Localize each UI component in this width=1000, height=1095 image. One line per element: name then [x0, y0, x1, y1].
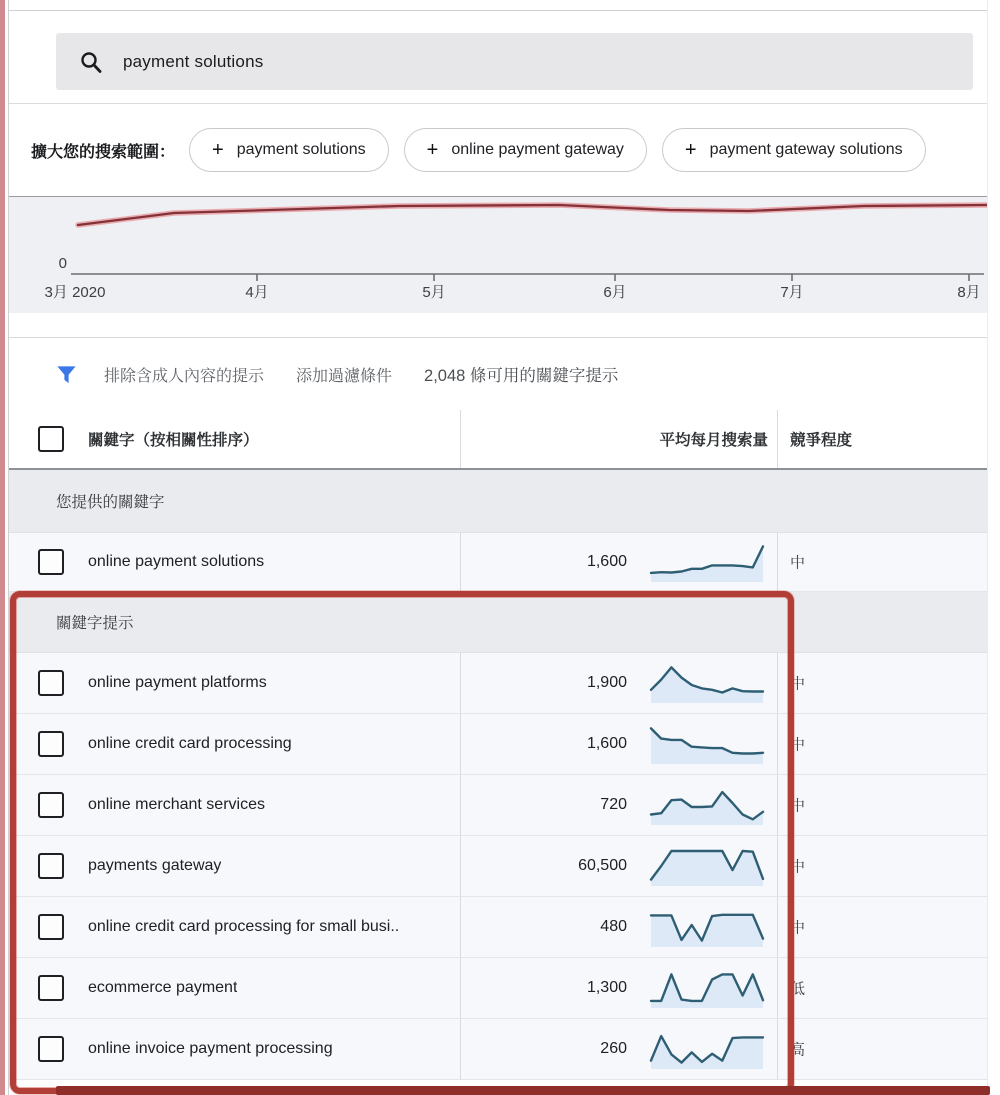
y-axis-zero-label: 0: [58, 255, 67, 272]
x-axis-tick-label: 8月: [957, 284, 981, 301]
search-volume-cell: 480: [600, 918, 627, 935]
row-checkbox[interactable]: [38, 1036, 64, 1062]
search-volume-cell: 1,300: [586, 979, 627, 996]
competition-cell: 中: [790, 736, 806, 754]
column-header-competition[interactable]: 競爭程度: [790, 432, 853, 449]
column-header-avg-monthly-searches[interactable]: 平均每月搜索量: [659, 432, 768, 449]
x-axis-tick-label: 6月: [603, 284, 627, 301]
search-volume-cell: 1,600: [586, 735, 627, 752]
trend-sparkline: [648, 843, 766, 889]
table-row: [9, 533, 987, 592]
x-axis-tick-label: 7月: [780, 284, 804, 301]
available-keywords-count: 2,048 條可用的關鍵字提示: [424, 367, 619, 385]
section-provided-keywords: 您提供的關鍵字: [9, 470, 987, 533]
filter-funnel-icon: [55, 363, 78, 386]
select-all-checkbox[interactable]: [38, 426, 64, 452]
left-red-annotation-strip: [0, 0, 5, 1095]
competition-cell: 中: [790, 858, 806, 876]
filter-bar: [9, 337, 987, 410]
trend-sparkline: [648, 660, 766, 706]
chip-label: payment solutions: [236, 141, 366, 158]
trend-sparkline: [648, 782, 766, 828]
table-row: [9, 836, 987, 897]
add-filter-button[interactable]: 添加過濾條件: [296, 367, 393, 385]
row-checkbox[interactable]: [38, 792, 64, 818]
column-header-keyword[interactable]: 關鍵字（按相關性排序）: [88, 432, 259, 449]
competition-cell: 中: [790, 797, 806, 815]
keyword-cell[interactable]: online credit card processing: [88, 735, 292, 752]
broaden-search-row: [9, 104, 987, 196]
plus-icon: +: [426, 139, 439, 161]
bottom-red-annotation-bar: [56, 1086, 990, 1095]
trend-chart: [9, 196, 987, 313]
trend-sparkline: [648, 904, 766, 950]
broaden-search-label: 擴大您的搜索範圍：: [31, 143, 176, 161]
keywords-table: [9, 410, 987, 1080]
trend-chart-canvas: [9, 197, 987, 313]
x-axis-tick-label: 3月 2020: [44, 284, 106, 301]
row-checkbox[interactable]: [38, 731, 64, 757]
keyword-cell[interactable]: online payment solutions: [88, 553, 265, 570]
trend-sparkline: [648, 965, 766, 1011]
search-query-text: payment solutions: [123, 51, 264, 71]
competition-cell: 中: [790, 554, 806, 572]
row-checkbox[interactable]: [38, 914, 64, 940]
search-volume-cell: 260: [600, 1040, 627, 1057]
chip-label: online payment gateway: [451, 141, 624, 158]
plus-icon: +: [212, 139, 224, 161]
competition-cell: 高: [790, 1041, 806, 1059]
keyword-cell[interactable]: online merchant services: [88, 796, 265, 813]
table-row: [9, 958, 987, 1019]
x-axis-tick-label: 4月: [245, 284, 269, 301]
keyword-cell[interactable]: payments gateway: [88, 857, 222, 874]
broaden-chips: [189, 128, 941, 172]
keyword-cell[interactable]: ecommerce payment: [88, 979, 238, 996]
exclude-adult-filter[interactable]: 排除含成人內容的提示: [104, 367, 265, 385]
table-header-row: [9, 410, 987, 470]
search-volume-cell: 1,600: [586, 553, 627, 570]
table-row: [9, 653, 987, 714]
top-divider: [9, 0, 987, 11]
main-panel: [8, 0, 988, 1095]
spacer: [9, 313, 987, 337]
row-checkbox[interactable]: [38, 975, 64, 1001]
section-keyword-suggestions: 關鍵字提示: [9, 592, 987, 653]
suggestion-rows: [9, 653, 987, 1080]
table-row: [9, 775, 987, 836]
row-checkbox[interactable]: [38, 853, 64, 879]
keyword-cell[interactable]: online invoice payment processing: [88, 1040, 333, 1057]
search-input[interactable]: [56, 33, 973, 90]
x-axis-tick-label: 5月: [422, 284, 446, 301]
competition-cell: 中: [790, 919, 806, 937]
table-row: [9, 1019, 987, 1080]
broaden-chip[interactable]: [662, 128, 926, 172]
row-checkbox[interactable]: [38, 549, 64, 575]
table-row: [9, 714, 987, 775]
search-area: [9, 11, 987, 104]
provided-rows: [9, 533, 987, 592]
row-checkbox[interactable]: [38, 670, 64, 696]
search-volume-cell: 60,500: [578, 857, 627, 874]
broaden-chip[interactable]: [189, 128, 389, 172]
plus-icon: +: [684, 139, 697, 161]
trend-sparkline: [648, 721, 766, 767]
broaden-chip[interactable]: [404, 128, 647, 172]
search-volume-cell: 1,900: [586, 674, 627, 691]
search-icon: [79, 50, 103, 74]
keyword-cell[interactable]: online payment platforms: [88, 674, 267, 691]
table-row: [9, 897, 987, 958]
chip-label: payment gateway solutions: [709, 141, 903, 158]
competition-cell: 中: [790, 675, 806, 693]
competition-cell: 低: [790, 980, 806, 998]
trend-sparkline: [648, 1026, 766, 1072]
keyword-cell[interactable]: online credit card processing for small busi..: [88, 918, 400, 935]
search-volume-cell: 720: [600, 796, 627, 813]
trend-sparkline: [648, 539, 766, 585]
